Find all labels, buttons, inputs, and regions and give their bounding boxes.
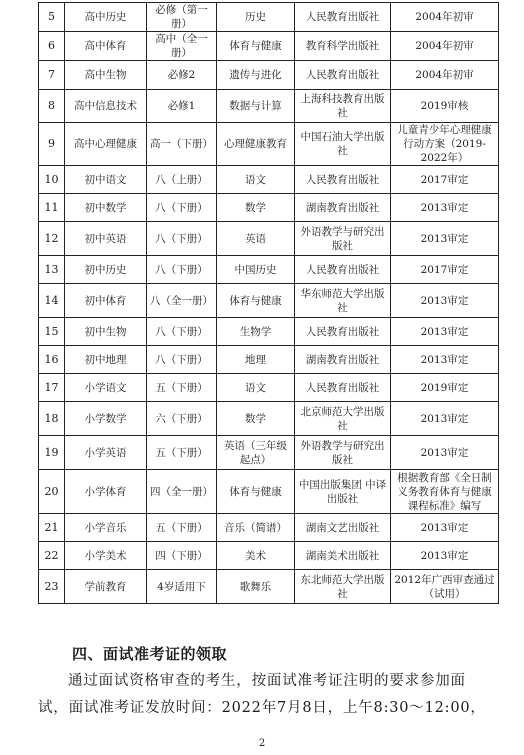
cell-status: 2013审定 [391, 436, 499, 470]
cell-subject: 高中心理健康 [65, 123, 147, 166]
cell-status: 2013审定 [391, 284, 499, 318]
cell-status: 2019审定 [391, 374, 499, 402]
cell-volume: 六（下册） [147, 402, 217, 436]
paragraph-text: 通过面试资格审查的考生，按面试准考证注明的要求参加面试，面试准考证发放时间：2022年7月8日，上午8:30～12:00， [38, 673, 486, 716]
section-heading: 四、面试准考证的领取 [72, 645, 228, 663]
table-row [39, 318, 499, 346]
cell-publisher: 人民教育出版社 [295, 374, 391, 402]
cell-volume: 八（下册） [147, 222, 217, 256]
cell-status: 2017审定 [391, 166, 499, 194]
cell-no: 23 [39, 570, 65, 604]
cell-status: 2004年初审 [391, 61, 499, 90]
table-row [39, 346, 499, 374]
table-row [39, 402, 499, 436]
table-row [39, 194, 499, 222]
cell-textbook: 语文 [217, 374, 295, 402]
cell-publisher: 教育科学出版社 [295, 32, 391, 61]
table-body [39, 3, 499, 604]
cell-volume: 八（下册） [147, 318, 217, 346]
cell-volume: 必修（第一册） [147, 3, 217, 32]
cell-publisher: 湖南美术出版社 [295, 542, 391, 570]
cell-status: 2013审定 [391, 318, 499, 346]
cell-textbook: 语文 [217, 166, 295, 194]
cell-publisher: 人民教育出版社 [295, 61, 391, 90]
cell-textbook: 数据与计算 [217, 90, 295, 123]
cell-volume: 必修1 [147, 90, 217, 123]
cell-subject: 学前教育 [65, 570, 147, 604]
cell-status: 2013审定 [391, 346, 499, 374]
cell-publisher: 北京师范大学出版社 [295, 402, 391, 436]
cell-publisher: 湖南教育出版社 [295, 346, 391, 374]
cell-subject: 小学英语 [65, 436, 147, 470]
cell-volume: 高一（下册） [147, 123, 217, 166]
cell-publisher: 东北师范大学出版社 [295, 570, 391, 604]
cell-textbook: 体育与健康 [217, 284, 295, 318]
cell-status: 2013审定 [391, 542, 499, 570]
cell-subject: 小学数学 [65, 402, 147, 436]
table-row [39, 222, 499, 256]
cell-publisher: 人民教育出版社 [295, 318, 391, 346]
cell-publisher: 上海科技教育出版社 [295, 90, 391, 123]
cell-subject: 小学美术 [65, 542, 147, 570]
cell-subject: 初中数学 [65, 194, 147, 222]
cell-textbook: 心理健康教育 [217, 123, 295, 166]
cell-volume: 五（下册） [147, 374, 217, 402]
cell-textbook: 体育与健康 [217, 470, 295, 514]
cell-textbook: 美术 [217, 542, 295, 570]
cell-status: 2012年广西审查通过（试用） [391, 570, 499, 604]
cell-volume: 五（下册） [147, 436, 217, 470]
cell-volume: 五（下册） [147, 514, 217, 542]
cell-no: 15 [39, 318, 65, 346]
cell-textbook: 遗传与进化 [217, 61, 295, 90]
cell-textbook: 数学 [217, 402, 295, 436]
cell-subject: 高中信息技术 [65, 90, 147, 123]
section-paragraph [38, 668, 496, 722]
cell-textbook: 生物学 [217, 318, 295, 346]
cell-subject: 高中体育 [65, 32, 147, 61]
cell-publisher: 华东师范大学出版社 [295, 284, 391, 318]
cell-volume: 八（下册） [147, 256, 217, 284]
cell-no: 8 [39, 90, 65, 123]
table-row [39, 90, 499, 123]
cell-volume: 八（下册） [147, 194, 217, 222]
textbook-table [38, 2, 499, 604]
cell-volume: 八（上册） [147, 166, 217, 194]
table-row [39, 166, 499, 194]
cell-publisher: 人民教育出版社 [295, 3, 391, 32]
table-row [39, 514, 499, 542]
cell-subject: 小学音乐 [65, 514, 147, 542]
cell-no: 20 [39, 470, 65, 514]
cell-textbook: 数学 [217, 194, 295, 222]
cell-no: 12 [39, 222, 65, 256]
cell-status: 2004年初审 [391, 32, 499, 61]
cell-volume: 四（下册） [147, 542, 217, 570]
cell-no: 13 [39, 256, 65, 284]
cell-no: 10 [39, 166, 65, 194]
cell-no: 17 [39, 374, 65, 402]
table-row [39, 123, 499, 166]
cell-volume: 4岁适用下 [147, 570, 217, 604]
table-row [39, 3, 499, 32]
page-number: 2 [258, 738, 266, 749]
cell-no: 14 [39, 284, 65, 318]
cell-status: 2013审定 [391, 402, 499, 436]
cell-subject: 高中生物 [65, 61, 147, 90]
cell-subject: 小学体育 [65, 470, 147, 514]
cell-publisher: 人民教育出版社 [295, 256, 391, 284]
cell-textbook: 英语 [217, 222, 295, 256]
cell-status: 2004年初审 [391, 3, 499, 32]
table-row [39, 570, 499, 604]
cell-subject: 小学语文 [65, 374, 147, 402]
cell-publisher: 外语教学与研究出版社 [295, 222, 391, 256]
cell-publisher: 人民教育出版社 [295, 166, 391, 194]
table-row [39, 61, 499, 90]
cell-volume: 八（全一册） [147, 284, 217, 318]
cell-no: 7 [39, 61, 65, 90]
cell-volume: 必修2 [147, 61, 217, 90]
table-row [39, 436, 499, 470]
cell-status: 2013审定 [391, 194, 499, 222]
cell-status: 2013审定 [391, 514, 499, 542]
cell-no: 9 [39, 123, 65, 166]
cell-volume: 高中（全一册） [147, 32, 217, 61]
cell-status: 根据教育部《全日制义务教育体育与健康课程标准》编写 [391, 470, 499, 514]
cell-subject: 初中历史 [65, 256, 147, 284]
table-row [39, 374, 499, 402]
table-row [39, 470, 499, 514]
cell-subject: 初中体育 [65, 284, 147, 318]
cell-subject: 初中英语 [65, 222, 147, 256]
cell-textbook: 历史 [217, 3, 295, 32]
cell-subject: 初中地理 [65, 346, 147, 374]
cell-subject: 高中历史 [65, 3, 147, 32]
cell-no: 11 [39, 194, 65, 222]
cell-status: 2013审定 [391, 222, 499, 256]
cell-publisher: 中国石油大学出版社 [295, 123, 391, 166]
table-row [39, 542, 499, 570]
cell-publisher: 湖南教育出版社 [295, 194, 391, 222]
cell-no: 19 [39, 436, 65, 470]
table-row [39, 284, 499, 318]
cell-volume: 四（全一册） [147, 470, 217, 514]
cell-textbook: 体育与健康 [217, 32, 295, 61]
cell-publisher: 中国出版集团 中译出版社 [295, 470, 391, 514]
cell-no: 16 [39, 346, 65, 374]
cell-textbook: 地理 [217, 346, 295, 374]
table-row [39, 256, 499, 284]
cell-subject: 初中生物 [65, 318, 147, 346]
cell-no: 21 [39, 514, 65, 542]
cell-publisher: 外语教学与研究出版社 [295, 436, 391, 470]
cell-no: 18 [39, 402, 65, 436]
cell-status: 2019审核 [391, 90, 499, 123]
cell-no: 6 [39, 32, 65, 61]
cell-textbook: 歌舞乐 [217, 570, 295, 604]
cell-textbook: 英语（三年级起点） [217, 436, 295, 470]
cell-no: 22 [39, 542, 65, 570]
cell-subject: 初中语文 [65, 166, 147, 194]
table-row [39, 32, 499, 61]
cell-textbook: 音乐（简谱） [217, 514, 295, 542]
cell-status: 儿童青少年心理健康行动方案（2019-2022年） [391, 123, 499, 166]
cell-volume: 八（下册） [147, 346, 217, 374]
cell-no: 5 [39, 3, 65, 32]
cell-status: 2017审定 [391, 256, 499, 284]
cell-publisher: 湖南文艺出版社 [295, 514, 391, 542]
cell-textbook: 中国历史 [217, 256, 295, 284]
